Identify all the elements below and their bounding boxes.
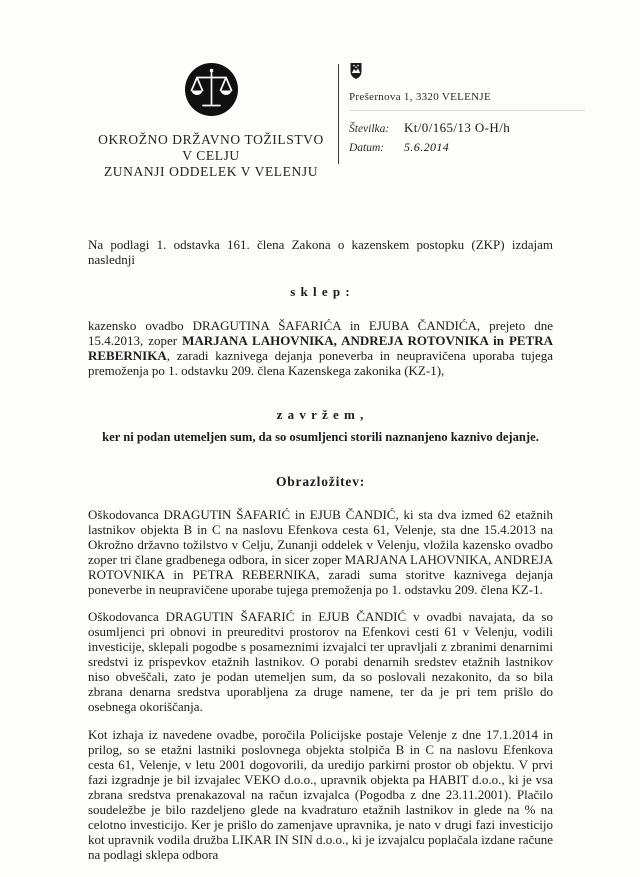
ruling-reason: ker ni podan utemeljen sum, da so osumljenci storili naznanjeno kaznivo dejanje. [102,430,539,444]
text-run: kazensko ovadbo DRAGUTINA ŠAFARIĆA in EJUBA ČANDIĆA, prejeto dne 15.4.2013, zoper [88,318,553,348]
prosecutor-office-block [85,62,337,180]
document-body [88,237,553,862]
date-value: 5.6.2014 [404,140,450,154]
office-name-line-3: ZUNANJI ODDELEK V VELENJU [103,164,319,179]
text-run: MARJANA LAHOVNIKA, ANDREJA ROTOVNIKA in PETRA REBERNIKA [88,333,554,363]
office-address: Prešernova 1, 3320 VELENJE [349,91,585,111]
office-name-line-1: OKROŽNO DRŽAVNO TOŽILSTVO [98,132,324,147]
date-label: Datum: [349,142,385,154]
header-divider [338,64,339,164]
slovenia-coat-of-arms-icon [349,67,363,84]
intro-paragraph: Na podlagi 1. odstavka 161. člena Zakona o kazenskem postopku (ZKP) izdajam naslednji [88,237,553,267]
complaint-paragraph [88,318,553,378]
text-run: , zaradi kaznivega dejanja poneverba in neupravičena uporaba tujega premoženja po 1. odstavku 209. člena Kazenskega zakonika (KZ-1), [88,348,553,378]
office-name-line-2: V CELJU [182,148,240,163]
explanation-heading: Obrazložitev: [275,474,366,489]
scales-of-justice-icon [184,62,239,122]
case-number-label: Številka: [349,123,390,135]
date-row [349,138,585,157]
explanation-paragraph-2: Oškodovanca DRAGUTIN ŠAFARIĆ in EJUB ČANDIĆ v ovadbi navajata, da so osumljenci pri obnovi in preureditvi prostorov na Efenkovi cesti 61 v Velenju, vodili investicije, sklepali pogodbe s posameznimi izvajalci ter upravljali z zbranimi denarnimi sredstvi iz prispevkov etažnih lastnikov. O porabi denarnih sredstev etažnih lastnikov niso obveščali, zato je podan utemeljen sum, da so poslovali nezakonito, da so bila zbrana denarna sredstva uporabljena za druge namene, ter da je pri tem prišlo do osebnega okoriščanja. [88,609,553,714]
case-number-row [349,119,585,138]
case-info-block [349,62,585,157]
case-number-value: Kt/0/165/13 O-H/h [404,120,511,135]
decision-heading: s k l e p : [290,284,351,299]
ruling-heading: z a v r ž e m , [276,407,365,422]
explanation-paragraph-1: Oškodovanca DRAGUTIN ŠAFARIĆ in EJUB ČANDIĆ, ki sta dva izmed 62 etažnih lastnikov objekta B in C na naslovu Efenkova cesta 61, Velenje, sta dne 15.4.2013 na Okrožno državno tožilstvo v Celju, Zunanji oddelek v Velenju, vložila kazensko ovadbo zoper tri člane gradbenega odbora, in sicer zoper MARJANA LAHOVNIKA, ANDREJA ROTOVNIKA in PETRA REBERNIKA, zaradi suma storitve kaznivega dejanja poneverbe in neupravičene uporabe tujega premoženja po 1. odstavku 209. člena KZ-1. [88,507,553,597]
explanation-paragraph-3: Kot izhaja iz navedene ovadbe, poročila Policijske postaje Velenje z dne 17.1.2014 in prilog, so se etažni lastniki poslovnega objekta stolpiča B in C na naslovu Efenkova cesta 61, Velenje, v letu 2001 dogovorili, da uredijo parkirni prostor ob objektu. V prvi fazi izgradnje je bil izvajalec VEKO d.o.o., upravnik objekta pa HABIT d.o.o., ki je vsa zbrana sredstva prenakazoval na račun izvajalca (Pogodba z dne 23.11.2001). Plačilo soudeležbe je bilo razdeljeno glede na kvadraturo etažnih lastnikov in glede na % na celotno investicijo. Ker je prišlo do zamenjave upravnika, je nato v drugi fazi investicijo kot upravnik vodila družba LIKAR IN SIN d.o.o., ki je izvajalcu poplačala izdane račune na podlagi sklepa odbora [88,727,553,862]
